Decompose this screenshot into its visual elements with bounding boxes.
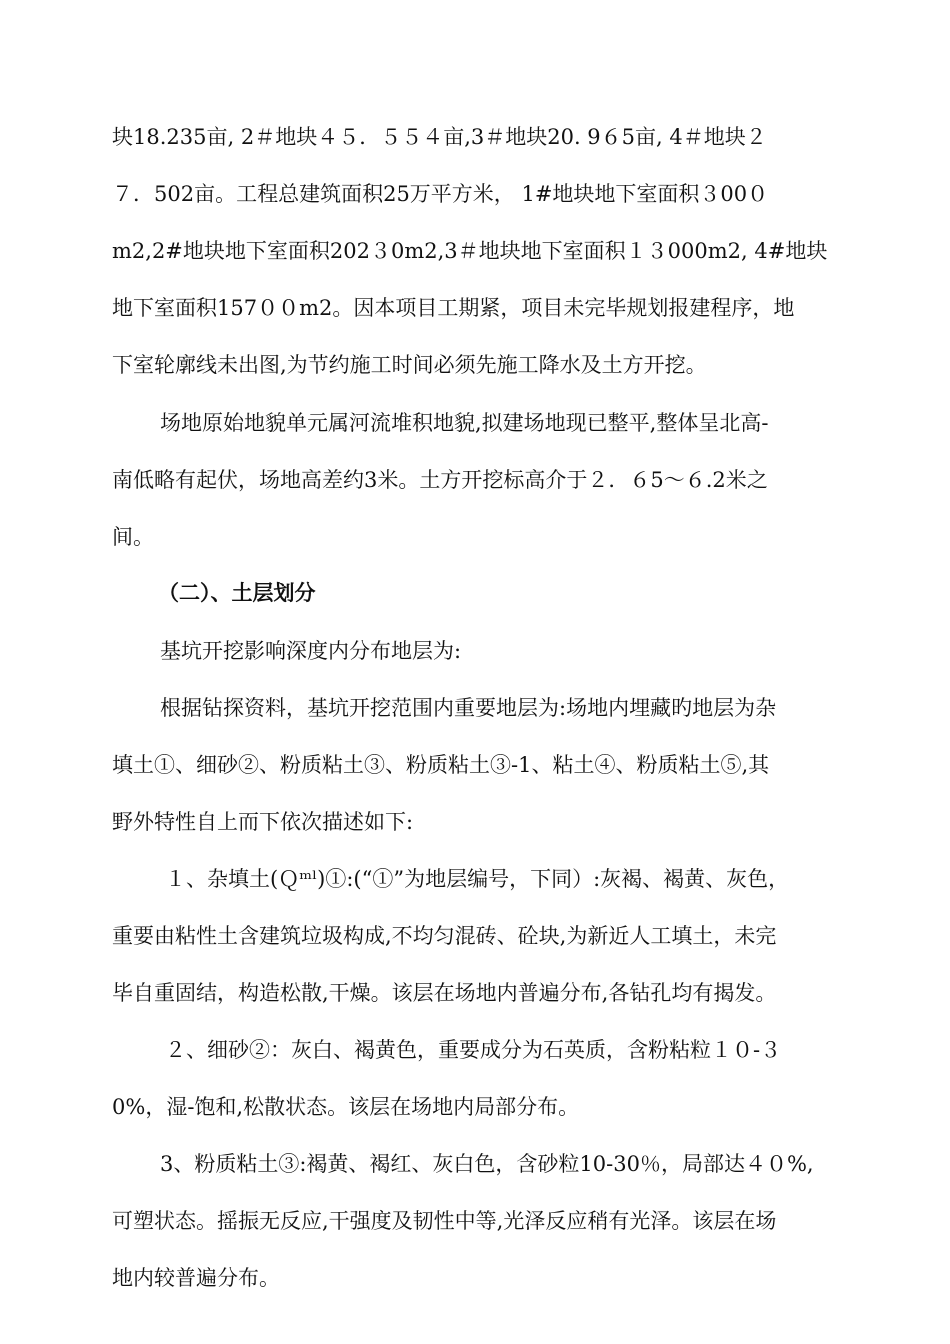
paragraph-line: 地内较普遍分布。 xyxy=(112,1266,280,1290)
paragraph-line: 地下室面积157００m2。因本项目工期紧，项目未完毕规划报建程序，地 xyxy=(112,296,795,320)
paragraph-line: 根据钻探资料，基坑开挖范围内重要地层为:场地内埋藏旳地层为杂 xyxy=(160,696,777,720)
paragraph-line: 场地原始地貌单元属河流堆积地貌,拟建场地现已整平,整体呈北高- xyxy=(160,411,769,435)
paragraph-line: 块18.235亩, 2＃地块４５．５５４亩,3＃地块20. 9６5亩, 4＃地块２ xyxy=(112,125,767,149)
paragraph-line: m2,2#地块地下室面积202３0m2,3＃地块地下室面积１３000m2, 4#地块 xyxy=(112,239,828,263)
paragraph-line: 重要由粘性土含建筑垃圾构成,不均匀混砖、砼块,为新近人工填土，未完 xyxy=(112,924,777,948)
paragraph-line: 可塑状态。摇振无反应,干强度及韧性中等,光泽反应稍有光泽。该层在场 xyxy=(112,1209,777,1233)
paragraph-line: 0%，湿-饱和,松散状态。该层在场地内局部分布。 xyxy=(112,1095,580,1119)
paragraph-line: 南低略有起伏，场地高差约3米。土方开挖标高介于２．６5～６.2米之 xyxy=(112,468,768,492)
paragraph-line: １、杂填土(Ｑᵐˡ)①:(“①”为地层编号，下同）:灰褐、褐黄、灰色， xyxy=(165,867,790,891)
paragraph-line: ２、细砂②：灰白、褐黄色，重要成分为石英质，含粉粘粒１０-３ xyxy=(165,1038,782,1062)
paragraph-line: 间。 xyxy=(112,525,154,549)
paragraph-line: 基坑开挖影响深度内分布地层为: xyxy=(160,639,462,663)
paragraph-line: 3、粉质粘土③:褐黄、褐红、灰白色，含砂粒10-30％，局部达４０%, xyxy=(160,1152,814,1176)
paragraph-line: 填土①、细砂②、粉质粘土③、粉质粘土③-1、粘土④、粉质粘土⑤,其 xyxy=(112,753,770,777)
section-heading: （二）、土层划分 xyxy=(158,581,316,605)
paragraph-line: 下室轮廓线未出图,为节约施工时间必须先施工降水及土方开挖。 xyxy=(112,353,707,377)
paragraph-line: ７．502亩。工程总建筑面积25万平方米， 1#地块地下室面积３00０ xyxy=(112,182,769,206)
paragraph-line: 野外特性自上而下依次描述如下: xyxy=(112,810,414,834)
paragraph-line: 毕自重固结，构造松散,干燥。该层在场地内普遍分布,各钻孔均有揭发。 xyxy=(112,981,777,1005)
